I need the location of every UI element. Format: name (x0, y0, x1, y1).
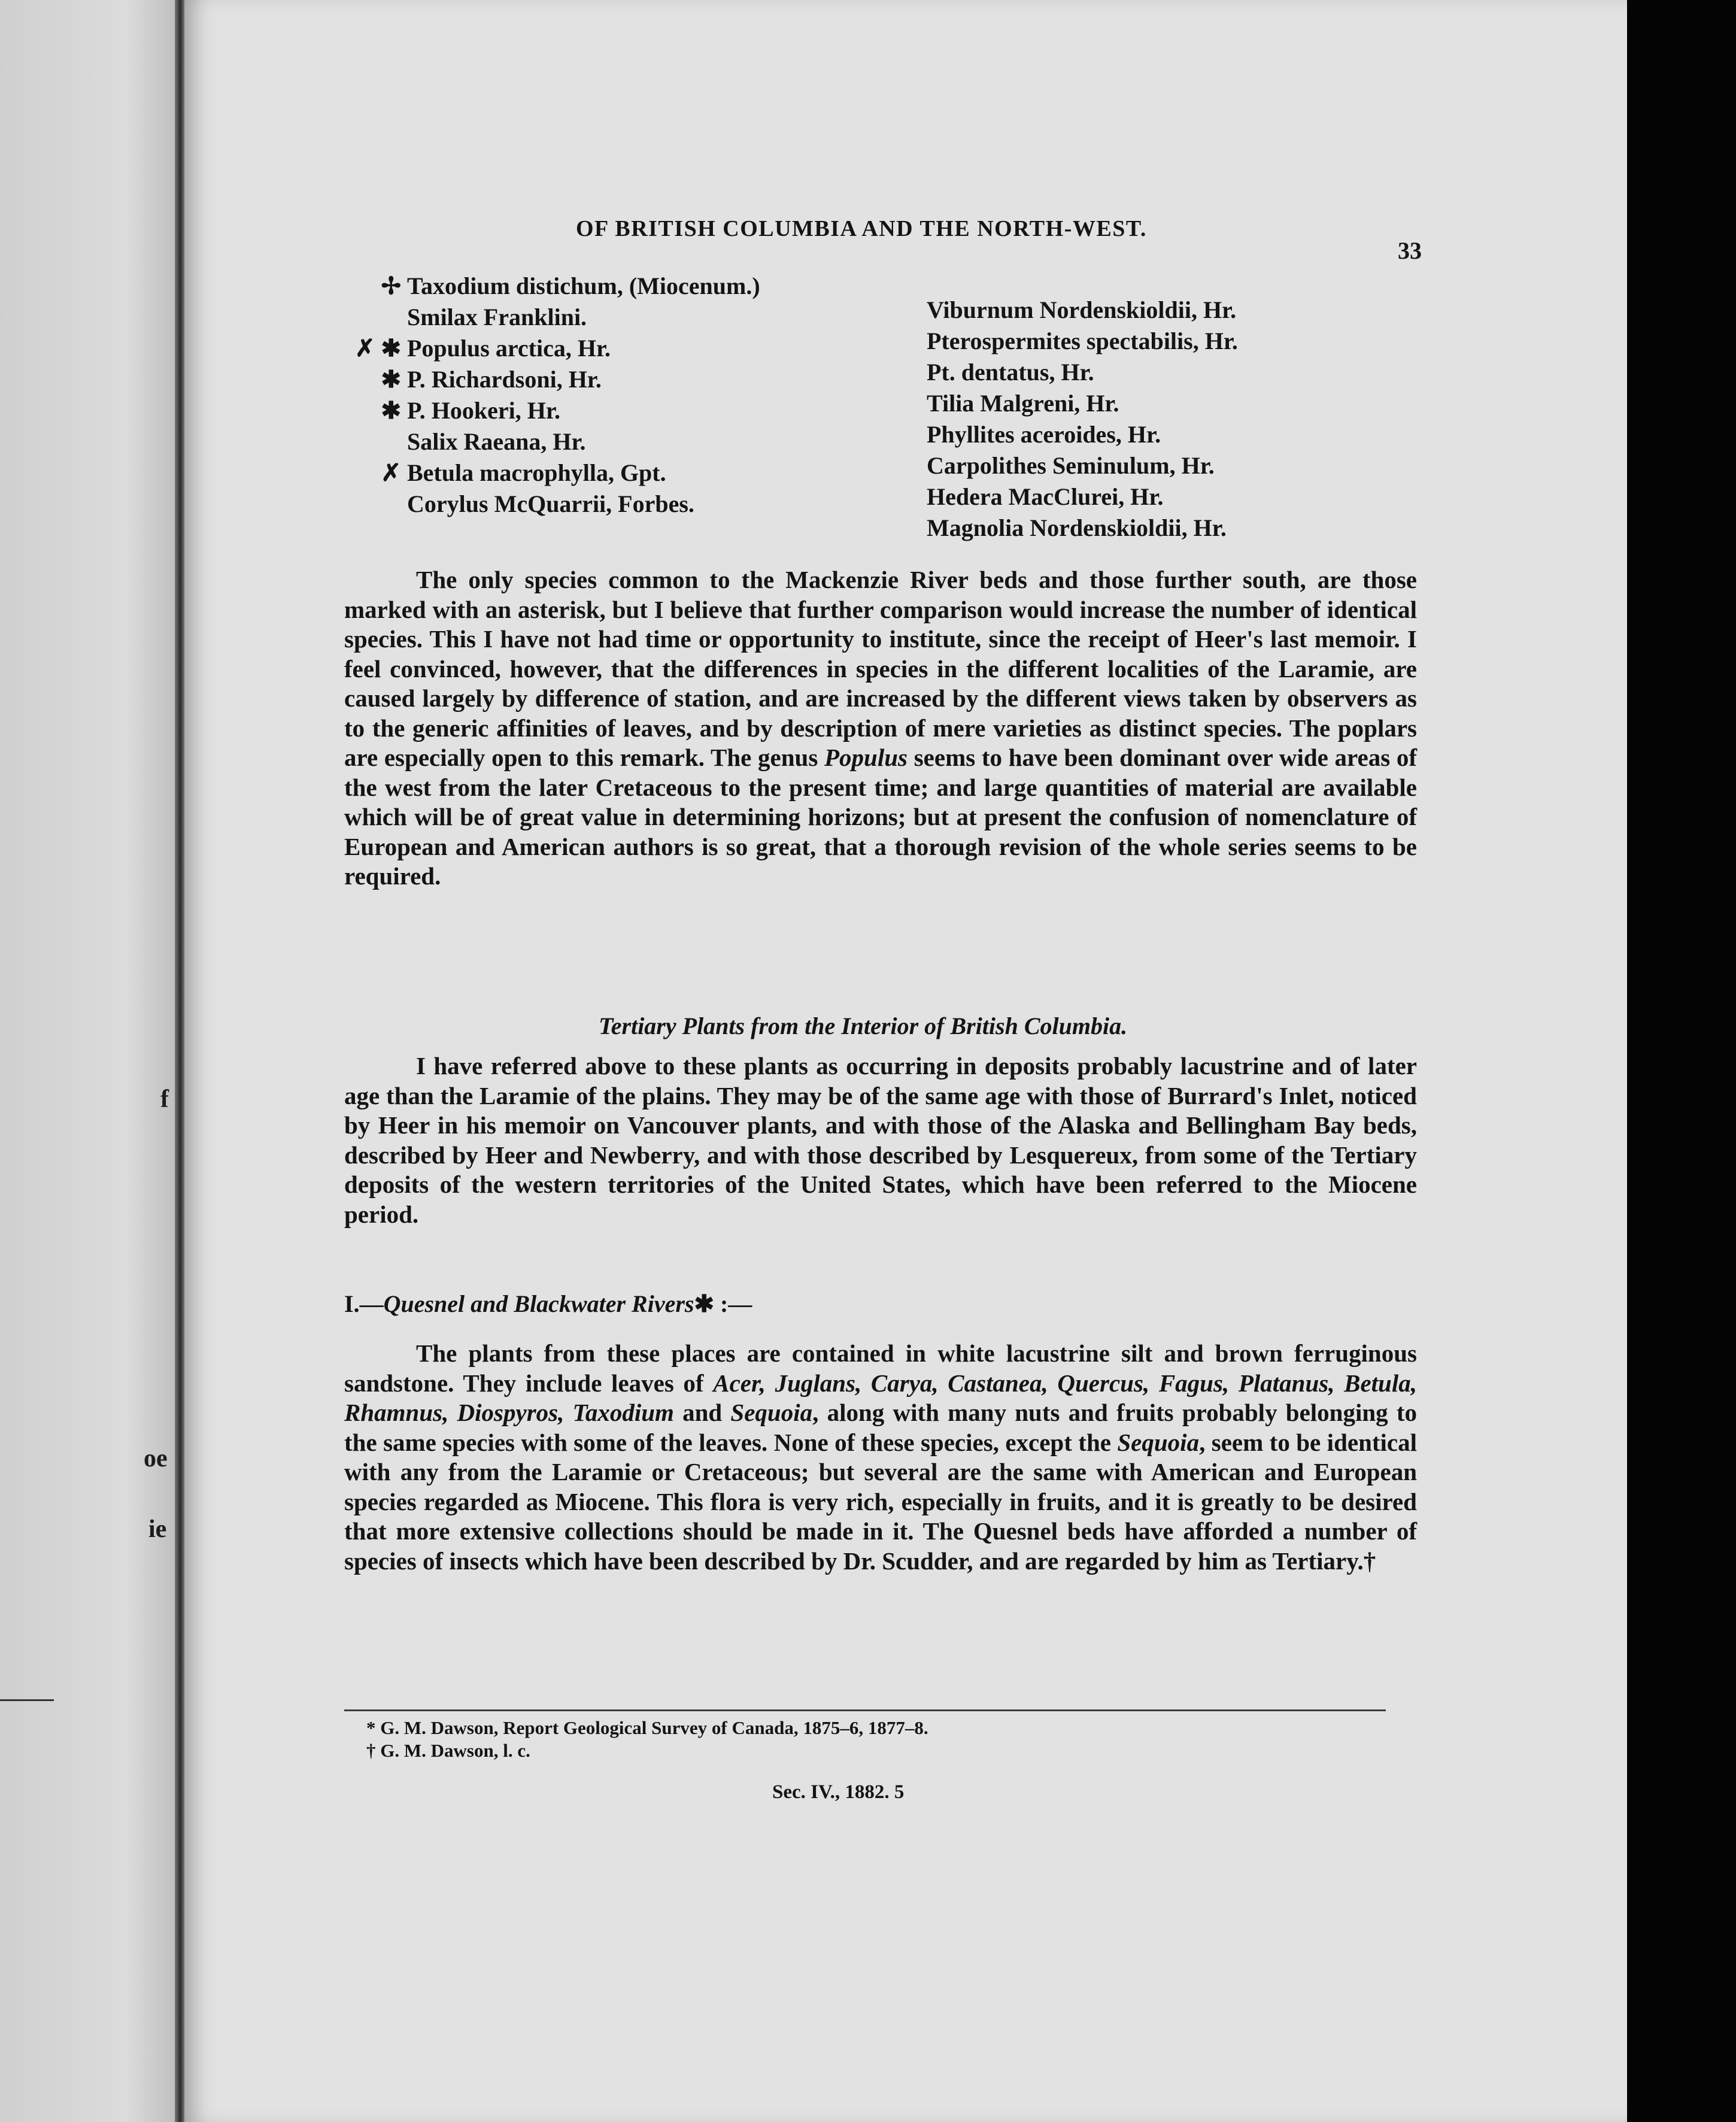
margin-mark: ✱ (381, 397, 401, 424)
species-item: Corylus McQuarrii, Forbes. (407, 490, 694, 517)
signature-line: Sec. IV., 1882. 5 (772, 1781, 905, 1803)
species-item: Pterospermites spectabilis, Hr. (927, 328, 1238, 354)
species-item: Pt. dentatus, Hr. (927, 359, 1094, 386)
left-page-rule (0, 1699, 54, 1701)
species-item: Tilia Malgreni, Hr. (927, 390, 1119, 417)
left-margin-fragment: ie (148, 1515, 167, 1543)
species-item: Magnolia Nordenskioldii, Hr. (927, 514, 1227, 541)
species-item: ✱ P. Richardsoni, Hr. (407, 364, 862, 395)
left-page-edge (0, 0, 180, 2122)
left-margin-fragment: oe (144, 1445, 168, 1472)
left-margin-fragment: f (160, 1086, 169, 1113)
species-item: ✗ Betula macrophylla, Gpt. (407, 457, 862, 489)
running-head: OF BRITISH COLUMBIA AND THE NORTH-WEST. (576, 216, 1147, 241)
margin-mark: ✱ (381, 366, 401, 393)
species-item: Viburnum Nordenskioldii, Hr. (927, 296, 1237, 323)
species-item: ✱ P. Hookeri, Hr. (407, 395, 862, 426)
page-number: 33 (1398, 237, 1422, 264)
species-item: Salix Raeana, Hr. (407, 428, 586, 455)
genera-list: Acer, Juglans, Carya, Castanea, Quercus, Fagus, Platanus, Betula, Rhamnus, Diospyros, Taxodium (344, 1369, 1417, 1426)
species-item: Hedera MacClurei, Hr. (927, 483, 1164, 510)
genus-name: Sequoia (730, 1399, 813, 1426)
species-list-left (354, 271, 862, 520)
paragraph-quesnel-plants: The plants from these places are contained in white lacustrine silt and brown ferruginous sandstone. They include leaves of Acer, Juglans, Carya, Castanea, Quercus, Fagus, Platanus, Betula, Rhamnus, Diospyros, Taxodium and Sequoia, along with many nuts and fruits probably belonging to the same species with some of the leaves. None of these species, except the Sequoia, seem to be identical with any from the Laramie or Cretaceous; but several are the same with American and European species regarded as Miocene. This flora is very rich, especially in fruits, and it is greatly to be desired that more extensive collections should be made in it. The Quesnel beds have afforded a number of species of insects which have been described by Dr. Scudder, and are regarded by him as Tertiary.† (344, 1339, 1418, 1575)
margin-mark: ✗ (381, 459, 401, 486)
species-list-right (927, 295, 1382, 544)
paragraph-tertiary-intro: I have referred above to these plants as occurring in deposits probably lacustrine and of later age than the Laramie of the plains. They may be of the same age with those of Burrard's Inlet, noticed by Heer in his memoir on Vancouver plants, and with those of the Alaska and Bellingham Bay beds, described by Heer and Newberry, and with those described by Lesquereux, from some of the Tertiary deposits of the western territories of the United States, which have been referred to the Miocene period. (344, 1052, 1417, 1228)
genus-name: Sequoia (1117, 1428, 1200, 1456)
footnote-rule (344, 1709, 1386, 1711)
section-title: Tertiary Plants from the Interior of British Columbia. (599, 1013, 1128, 1039)
footnote: † G. M. Dawson, l. c. (366, 1740, 530, 1761)
paragraph-mackenzie-comparison: The only species common to the Mackenzie River beds and those further south, are those marked with an asterisk, but I believe that further comparison would increase the number of identical species. This I have not had time or opportunity to institute, since the receipt of Heer's last memoir. I feel convinced, however, that the differences in species in the different localities of the Laramie, are caused largely by difference of station, and are increased by the different views taken by observers as to the generic affinities of leaves, and by description of mere varieties as distinct species. The poplars are especially open to this remark. The genus Populus seems to have been dominant over wide areas of the west from the later Cretaceous to the present time; and large quantities of material are available which will be of great value in determining horizons; but at present the confusion of nomenclature of European and American authors is so great, that a thorough revision of the whole series seems to be required. (344, 566, 1418, 890)
species-item: Smilax Franklini. (407, 304, 587, 331)
footnote: * G. M. Dawson, Report Geological Survey of Canada, 1875–6, 1877–8. (366, 1717, 928, 1738)
species-item: Carpolithes Seminulum, Hr. (927, 452, 1215, 479)
species-item: ✗ ✱ Populus arctica, Hr. (407, 333, 862, 364)
margin-mark: ✗ ✱ (354, 335, 401, 362)
genus-name: Populus (824, 744, 908, 771)
scan-border (1627, 0, 1736, 2122)
species-item: Phyllites aceroides, Hr. (927, 421, 1161, 448)
species-item: ✢ Taxodium distichum, (Miocenum.) (407, 271, 862, 302)
margin-mark: ✢ (381, 272, 401, 299)
subheading-quesnel: I.—Quesnel and Blackwater Rivers✱ :— (344, 1290, 752, 1317)
